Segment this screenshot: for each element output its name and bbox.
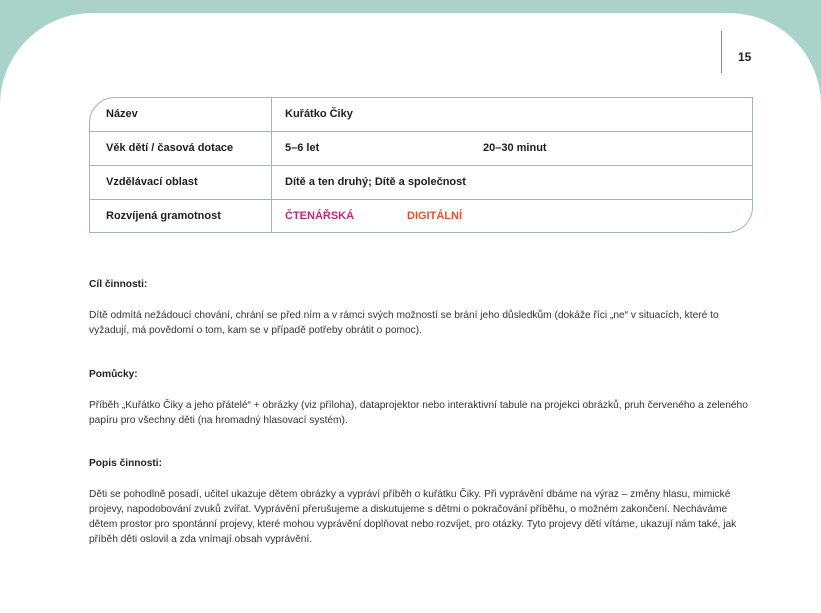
- name-value: Kuřátko Čiky: [285, 108, 353, 120]
- description-text: Děti se pohodlně posadí, učitel ukazuje dětem obrázky a vypráví příběh o kuřátku Čiky. Při vyprávění dbáme na výraz – změny hlasu, mimické projevy, napodobování zvuků zvířat. Vyprávění přerušujeme a diskutujeme s dětmi o pokračování příběhu, o možném zakončení. Necháváme dětem prostor pro spontánní projevy, které mohou vyprávění doplňovat nebo rozvíjet, pro otázky. Tyto projevy dětí vítáme, ukazují nám také, jak příběh děti oslovil a zda vnímají obsah vyprávění.: [89, 489, 737, 545]
- document-page: [0, 13, 821, 613]
- table-row-area: [90, 166, 752, 200]
- header-divider: [721, 31, 722, 73]
- area-label: Vzdělávací oblast: [106, 176, 198, 188]
- literacy-label: Rozvíjená gramotnost: [106, 210, 221, 222]
- description-heading: Popis činnosti:: [89, 458, 163, 469]
- time-value: 20–30 minut: [483, 142, 547, 154]
- table-row-name: [90, 98, 752, 132]
- age-label: Věk dětí / časová dotace: [106, 142, 234, 154]
- table-row-age: [90, 132, 752, 166]
- aids-text: Příběh „Kuřátko Čiky a jeho přátelé“ + obrázky (viz příloha), dataprojektor nebo interaktivní tabule na projekci obrázků, pruh červeného a zeleného papíru pro všechny děti (na hromadný hlasovací systém).: [89, 400, 748, 426]
- name-label: Název: [106, 108, 138, 120]
- goal-heading: Cíl činnosti:: [89, 279, 148, 290]
- literacy-reading: ČTENÁŘSKÁ: [285, 210, 355, 222]
- table-row-literacy: [90, 200, 752, 233]
- activity-info-table: [89, 97, 753, 233]
- literacy-digital: DIGITÁLNÍ: [407, 210, 462, 222]
- area-value: Dítě a ten druhý; Dítě a společnost: [285, 176, 466, 188]
- page-number: 15: [738, 50, 752, 64]
- aids-heading: Pomůcky:: [89, 369, 138, 380]
- goal-text: Dítě odmítá nežádoucí chování, chrání se před ním a v rámci svých možností se brání jeho důsledkům (dokáže říci „ne“ v situacích, které to vyžadují, má povědomí o tom, kam se v případě potřeby obrátit o pomoc).: [89, 310, 719, 336]
- age-value: 5–6 let: [285, 142, 320, 154]
